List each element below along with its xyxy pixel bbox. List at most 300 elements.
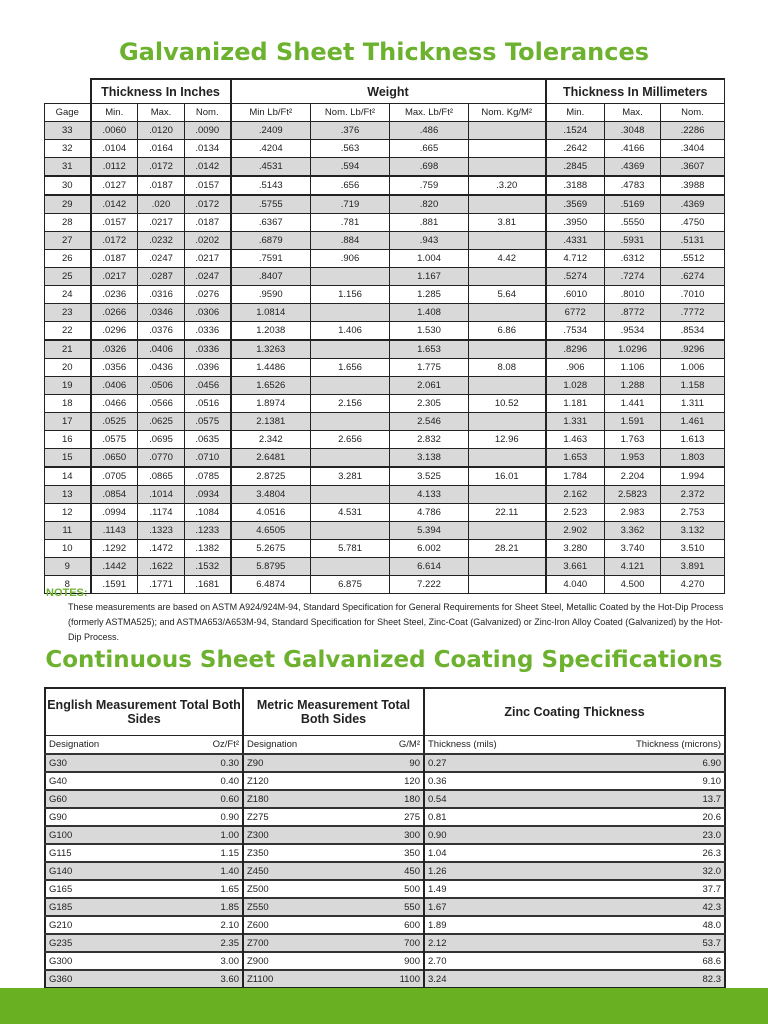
table-cell: .0090 bbox=[185, 122, 231, 140]
table-cell: .0247 bbox=[185, 268, 231, 286]
table-cell: 19 bbox=[45, 377, 91, 395]
table-cell: .943 bbox=[390, 232, 469, 250]
table-cell: .8534 bbox=[661, 322, 725, 341]
cell-right-value: 120 bbox=[404, 775, 420, 787]
table-cell bbox=[243, 808, 424, 826]
table-row bbox=[45, 826, 725, 844]
table-cell: .0134 bbox=[185, 140, 231, 158]
table-cell bbox=[243, 862, 424, 880]
table-cell: 1.406 bbox=[311, 322, 390, 341]
column-header: Max. Lb/Ft² bbox=[390, 104, 469, 122]
table-cell bbox=[311, 377, 390, 395]
table-row bbox=[45, 970, 725, 988]
cell-left-value: 0.36 bbox=[428, 775, 447, 787]
table-cell bbox=[45, 808, 243, 826]
table-cell: .0650 bbox=[91, 449, 138, 468]
table-cell: .3048 bbox=[605, 122, 661, 140]
table-cell: .6010 bbox=[546, 286, 605, 304]
table-cell bbox=[424, 844, 725, 862]
table-row bbox=[45, 449, 725, 468]
table-cell: .0934 bbox=[185, 486, 231, 504]
table-cell: 22.11 bbox=[469, 504, 546, 522]
table-cell: .0854 bbox=[91, 486, 138, 504]
table-cell: .0217 bbox=[185, 250, 231, 268]
table-cell: .8296 bbox=[546, 340, 605, 359]
cell-left-value: Z350 bbox=[247, 847, 269, 859]
table-cell: 1.028 bbox=[546, 377, 605, 395]
table-cell: .6879 bbox=[231, 232, 311, 250]
table-cell: .0142 bbox=[185, 158, 231, 177]
table-cell: .0336 bbox=[185, 322, 231, 341]
table-cell bbox=[45, 826, 243, 844]
cell-right-value: 550 bbox=[404, 901, 420, 913]
table-cell: 2.753 bbox=[661, 504, 725, 522]
table-row bbox=[45, 268, 725, 286]
cell-right-value: 0.60 bbox=[220, 793, 239, 805]
table-cell: 9 bbox=[45, 558, 91, 576]
table-row bbox=[45, 340, 725, 359]
table-cell: .1524 bbox=[546, 122, 605, 140]
cell-right-value: 32.0 bbox=[702, 865, 721, 877]
table-cell bbox=[311, 449, 390, 468]
table-cell: 8.08 bbox=[469, 359, 546, 377]
table-cell: 30 bbox=[45, 176, 91, 195]
table-cell bbox=[243, 880, 424, 898]
table-cell: 5.8795 bbox=[231, 558, 311, 576]
table-cell: .7274 bbox=[605, 268, 661, 286]
cell-right-value: 1.15 bbox=[220, 847, 239, 859]
table-cell: .594 bbox=[311, 158, 390, 177]
table-cell: 16.01 bbox=[469, 467, 546, 486]
table-cell bbox=[45, 772, 243, 790]
table-cell: .0406 bbox=[138, 340, 185, 359]
table-cell bbox=[469, 449, 546, 468]
table-cell: .0164 bbox=[138, 140, 185, 158]
table-cell bbox=[469, 340, 546, 359]
column-header: Nom. Lb/Ft² bbox=[311, 104, 390, 122]
table-cell: 6772 bbox=[546, 304, 605, 322]
table-cell: .2845 bbox=[546, 158, 605, 177]
cell-right-value: 1.65 bbox=[220, 883, 239, 895]
table-cell: .0187 bbox=[185, 214, 231, 232]
cell-right-value: 42.3 bbox=[702, 901, 721, 913]
table-cell bbox=[424, 826, 725, 844]
table-cell bbox=[311, 486, 390, 504]
table-cell: 1.463 bbox=[546, 431, 605, 449]
table-cell: 32 bbox=[45, 140, 91, 158]
table-cell: 23 bbox=[45, 304, 91, 322]
table-cell: 4.040 bbox=[546, 576, 605, 594]
table-cell bbox=[311, 558, 390, 576]
table-cell: 31 bbox=[45, 158, 91, 177]
table-cell: .5755 bbox=[231, 195, 311, 214]
notes-heading: NOTES: bbox=[46, 587, 88, 599]
table-cell: .0172 bbox=[91, 232, 138, 250]
table-cell: .0566 bbox=[138, 395, 185, 413]
cell-right-value: 53.7 bbox=[702, 937, 721, 949]
table-cell: .656 bbox=[311, 176, 390, 195]
cell-right-value: 0.30 bbox=[220, 757, 239, 769]
table-cell: 1.613 bbox=[661, 431, 725, 449]
table-cell: .0060 bbox=[91, 122, 138, 140]
notes-text: These measurements are based on ASTM A924/924M-94, Standard Specification for General Requirements for Sheet Steel, Metallic Coated by the Hot-Dip Process (formerly ASTMA525); and ASTMA653/A653M-94, Standard Specification for Sheet Steel, Zinc-Coat (Galvanized) or Zinc-Iron Alloy Coated (Galvanized) by the Hot-Dip Process. bbox=[68, 602, 724, 642]
table-row bbox=[45, 898, 725, 916]
table-cell: 6.4874 bbox=[231, 576, 311, 594]
table-cell bbox=[469, 140, 546, 158]
table-cell: .0112 bbox=[91, 158, 138, 177]
table-cell: 3.132 bbox=[661, 522, 725, 540]
table-cell: 5.2675 bbox=[231, 540, 311, 558]
cell-left-value: Z500 bbox=[247, 883, 269, 895]
table-cell: 12 bbox=[45, 504, 91, 522]
table-cell: .7772 bbox=[661, 304, 725, 322]
coating-specifications-table bbox=[44, 687, 726, 989]
table-cell: .0506 bbox=[138, 377, 185, 395]
cell-right-value: 9.10 bbox=[702, 775, 721, 787]
cell-left-value: 0.54 bbox=[428, 793, 447, 805]
table-cell: 21 bbox=[45, 340, 91, 359]
table-cell: .0396 bbox=[185, 359, 231, 377]
table-cell: 6.002 bbox=[390, 540, 469, 558]
table-cell: .6312 bbox=[605, 250, 661, 268]
table-cell: 3.4804 bbox=[231, 486, 311, 504]
table-cell: 2.983 bbox=[605, 504, 661, 522]
table-row bbox=[45, 176, 725, 195]
table-cell: .0157 bbox=[185, 176, 231, 195]
cell-left-value: 0.90 bbox=[428, 829, 447, 841]
cell-right-value: 700 bbox=[404, 937, 420, 949]
table-cell: 1.0296 bbox=[605, 340, 661, 359]
group-header-mm: Thickness In Millimeters bbox=[546, 79, 725, 104]
table-cell: .0376 bbox=[138, 322, 185, 341]
table-cell: .0456 bbox=[185, 377, 231, 395]
table-cell: .1174 bbox=[138, 504, 185, 522]
table-cell: .9534 bbox=[605, 322, 661, 341]
table-cell bbox=[243, 970, 424, 988]
table-cell: .1382 bbox=[185, 540, 231, 558]
table-cell: 1.461 bbox=[661, 413, 725, 431]
table-cell: .0525 bbox=[91, 413, 138, 431]
table-cell: .0276 bbox=[185, 286, 231, 304]
table-cell: 2.902 bbox=[546, 522, 605, 540]
table-cell: .4783 bbox=[605, 176, 661, 195]
table-cell: .0326 bbox=[91, 340, 138, 359]
cell-left-value: G140 bbox=[49, 865, 73, 877]
table-cell bbox=[469, 576, 546, 594]
cell-left-value: G30 bbox=[49, 757, 67, 769]
table-cell: 1.3263 bbox=[231, 340, 311, 359]
table-cell: .4166 bbox=[605, 140, 661, 158]
cell-left-value: 1.67 bbox=[428, 901, 447, 913]
table-cell: 1.653 bbox=[390, 340, 469, 359]
table-cell: .1292 bbox=[91, 540, 138, 558]
cell-left-value: 1.04 bbox=[428, 847, 447, 859]
table-cell: 2.5823 bbox=[605, 486, 661, 504]
cell-right-value: 180 bbox=[404, 793, 420, 805]
table-cell: .5143 bbox=[231, 176, 311, 195]
table-cell: .884 bbox=[311, 232, 390, 250]
table-cell: .698 bbox=[390, 158, 469, 177]
group-header-inches: Thickness In Inches bbox=[91, 79, 231, 104]
table-cell: .0232 bbox=[138, 232, 185, 250]
group-header-metric: Metric Measurement Total Both Sides bbox=[243, 688, 424, 736]
table-cell: 6.86 bbox=[469, 322, 546, 341]
cell-right-value: 450 bbox=[404, 865, 420, 877]
table-cell: 4.42 bbox=[469, 250, 546, 268]
table-cell: 13 bbox=[45, 486, 91, 504]
table-cell: .020 bbox=[138, 195, 185, 214]
table-cell: 26 bbox=[45, 250, 91, 268]
table-cell: .881 bbox=[390, 214, 469, 232]
cell-left-value: Z600 bbox=[247, 919, 269, 931]
table-cell: 2.8725 bbox=[231, 467, 311, 486]
table-cell bbox=[424, 754, 725, 772]
cell-right-value: 48.0 bbox=[702, 919, 721, 931]
table-cell: 14 bbox=[45, 467, 91, 486]
cell-right-value: 3.60 bbox=[220, 973, 239, 985]
table-cell: .0266 bbox=[91, 304, 138, 322]
table-cell: .0316 bbox=[138, 286, 185, 304]
table-cell: .1681 bbox=[185, 576, 231, 594]
cell-right-value: 6.90 bbox=[702, 757, 721, 769]
cell-right-value: 0.90 bbox=[220, 811, 239, 823]
table-cell: .0705 bbox=[91, 467, 138, 486]
table-cell: 1.004 bbox=[390, 250, 469, 268]
table-row bbox=[45, 467, 725, 486]
table-cell: .0247 bbox=[138, 250, 185, 268]
table-cell bbox=[424, 808, 725, 826]
table-cell: 24 bbox=[45, 286, 91, 304]
table-cell bbox=[45, 898, 243, 916]
table-cell: .1532 bbox=[185, 558, 231, 576]
table-cell: 1.591 bbox=[605, 413, 661, 431]
table-cell: .0625 bbox=[138, 413, 185, 431]
cell-left-value: Z300 bbox=[247, 829, 269, 841]
thickness-tolerances-title: Galvanized Sheet Thickness Tolerances bbox=[118, 38, 650, 66]
table-cell: 1.285 bbox=[390, 286, 469, 304]
table-cell: 4.786 bbox=[390, 504, 469, 522]
cell-right-value: 90 bbox=[409, 757, 420, 769]
table-cell: .3607 bbox=[661, 158, 725, 177]
table-cell bbox=[469, 232, 546, 250]
table-cell: .906 bbox=[311, 250, 390, 268]
table-cell: 2.832 bbox=[390, 431, 469, 449]
table-cell: 1.763 bbox=[605, 431, 661, 449]
table-row bbox=[45, 934, 725, 952]
cell-right-value: 0.40 bbox=[220, 775, 239, 787]
table-cell bbox=[469, 268, 546, 286]
table-cell: .4369 bbox=[661, 195, 725, 214]
table-cell: .5274 bbox=[546, 268, 605, 286]
table-cell bbox=[45, 844, 243, 862]
table-cell: 15 bbox=[45, 449, 91, 468]
table-cell bbox=[243, 844, 424, 862]
table-cell: 1.953 bbox=[605, 449, 661, 468]
cell-right-value: 20.6 bbox=[702, 811, 721, 823]
table-cell: .0356 bbox=[91, 359, 138, 377]
table-cell: 22 bbox=[45, 322, 91, 341]
table-cell bbox=[424, 934, 725, 952]
table-cell: .0865 bbox=[138, 467, 185, 486]
table-cell bbox=[45, 754, 243, 772]
table-cell bbox=[424, 880, 725, 898]
cell-right-value: 2.10 bbox=[220, 919, 239, 931]
table-cell: .7534 bbox=[546, 322, 605, 341]
column-header: Gage bbox=[45, 104, 91, 122]
table-cell: .0770 bbox=[138, 449, 185, 468]
table-cell: 1.653 bbox=[546, 449, 605, 468]
table-cell bbox=[424, 898, 725, 916]
table-row bbox=[45, 286, 725, 304]
table-cell: .906 bbox=[546, 359, 605, 377]
table-cell: .0217 bbox=[138, 214, 185, 232]
table-row bbox=[45, 214, 725, 232]
cell-left-value: Z90 bbox=[247, 757, 264, 769]
table-cell: 4.270 bbox=[661, 576, 725, 594]
subheader-mils: Thickness (mils) bbox=[428, 739, 497, 750]
cell-left-value: G185 bbox=[49, 901, 73, 913]
table-row bbox=[45, 916, 725, 934]
table-row bbox=[45, 952, 725, 970]
table-cell: .0436 bbox=[138, 359, 185, 377]
table-cell: .563 bbox=[311, 140, 390, 158]
table-row bbox=[45, 413, 725, 431]
table-cell bbox=[311, 522, 390, 540]
cell-right-value: 900 bbox=[404, 955, 420, 967]
table-cell: .5931 bbox=[605, 232, 661, 250]
cell-left-value: 1.26 bbox=[428, 865, 447, 877]
table-cell bbox=[243, 772, 424, 790]
table-cell: .759 bbox=[390, 176, 469, 195]
table-cell: 1.656 bbox=[311, 359, 390, 377]
table-cell: .7591 bbox=[231, 250, 311, 268]
table-cell bbox=[469, 158, 546, 177]
column-header: Nom. bbox=[661, 104, 725, 122]
table-cell: .0187 bbox=[138, 176, 185, 195]
table-cell: .4204 bbox=[231, 140, 311, 158]
table-cell: 1.006 bbox=[661, 359, 725, 377]
table-cell: 2.305 bbox=[390, 395, 469, 413]
table-cell: .0187 bbox=[91, 250, 138, 268]
table-cell: .0516 bbox=[185, 395, 231, 413]
table-cell: 1.288 bbox=[605, 377, 661, 395]
cell-left-value: 1.89 bbox=[428, 919, 447, 931]
table-cell: .4369 bbox=[605, 158, 661, 177]
table-cell: 33 bbox=[45, 122, 91, 140]
table-cell: 1.331 bbox=[546, 413, 605, 431]
table-row bbox=[45, 431, 725, 449]
table-cell: 2.546 bbox=[390, 413, 469, 431]
table-cell: 1.784 bbox=[546, 467, 605, 486]
table-cell: .3569 bbox=[546, 195, 605, 214]
table-cell: .1143 bbox=[91, 522, 138, 540]
table-row bbox=[45, 844, 725, 862]
table-cell: 28.21 bbox=[469, 540, 546, 558]
cell-left-value: G165 bbox=[49, 883, 73, 895]
table-cell: 10 bbox=[45, 540, 91, 558]
cell-right-value: 26.3 bbox=[702, 847, 721, 859]
table-cell: 4.0516 bbox=[231, 504, 311, 522]
cell-right-value: 3.00 bbox=[220, 955, 239, 967]
cell-left-value: 0.27 bbox=[428, 757, 447, 769]
table-cell: 12.96 bbox=[469, 431, 546, 449]
cell-right-value: 82.3 bbox=[702, 973, 721, 985]
table-cell: 1.156 bbox=[311, 286, 390, 304]
cell-left-value: Z120 bbox=[247, 775, 269, 787]
table-cell: 7.222 bbox=[390, 576, 469, 594]
cell-right-value: 37.7 bbox=[702, 883, 721, 895]
table-cell: .0695 bbox=[138, 431, 185, 449]
table-cell: .3.20 bbox=[469, 176, 546, 195]
table-cell: .8010 bbox=[605, 286, 661, 304]
table-row bbox=[45, 250, 725, 268]
table-cell: 1.8974 bbox=[231, 395, 311, 413]
table-cell bbox=[45, 862, 243, 880]
table-cell bbox=[243, 916, 424, 934]
cell-right-value: 68.6 bbox=[702, 955, 721, 967]
table-cell bbox=[243, 826, 424, 844]
table-cell bbox=[469, 522, 546, 540]
table-cell bbox=[424, 970, 725, 988]
table-cell: .8407 bbox=[231, 268, 311, 286]
table-cell: .0296 bbox=[91, 322, 138, 341]
table-cell: 1.4486 bbox=[231, 359, 311, 377]
table-cell: .820 bbox=[390, 195, 469, 214]
table-cell: 2.6481 bbox=[231, 449, 311, 468]
table-cell: .0236 bbox=[91, 286, 138, 304]
table-cell: .0575 bbox=[91, 431, 138, 449]
table-cell bbox=[469, 558, 546, 576]
table-cell: .0336 bbox=[185, 340, 231, 359]
table-cell: 2.162 bbox=[546, 486, 605, 504]
table-cell bbox=[45, 916, 243, 934]
column-header: Max. bbox=[138, 104, 185, 122]
table-cell: 3.362 bbox=[605, 522, 661, 540]
table-cell bbox=[469, 195, 546, 214]
table-cell: .0142 bbox=[91, 195, 138, 214]
table-row bbox=[45, 558, 725, 576]
group-header-zinc: Zinc Coating Thickness bbox=[424, 688, 725, 736]
table-cell: 28 bbox=[45, 214, 91, 232]
table-cell: .0994 bbox=[91, 504, 138, 522]
cell-left-value: Z275 bbox=[247, 811, 269, 823]
table-cell: .2642 bbox=[546, 140, 605, 158]
table-cell: 3.525 bbox=[390, 467, 469, 486]
table-cell: .2409 bbox=[231, 122, 311, 140]
table-cell: 2.372 bbox=[661, 486, 725, 504]
table-cell: .0306 bbox=[185, 304, 231, 322]
table-cell: 4.712 bbox=[546, 250, 605, 268]
table-cell: .0346 bbox=[138, 304, 185, 322]
table-cell: 2.1381 bbox=[231, 413, 311, 431]
coating-specifications-title: Continuous Sheet Galvanized Coating Specifications bbox=[45, 647, 723, 673]
table-row bbox=[45, 772, 725, 790]
cell-right-value: 300 bbox=[404, 829, 420, 841]
table-cell: 6.614 bbox=[390, 558, 469, 576]
table-cell: 1.181 bbox=[546, 395, 605, 413]
table-cell: .0217 bbox=[91, 268, 138, 286]
table-row bbox=[45, 486, 725, 504]
column-header: Max. bbox=[605, 104, 661, 122]
column-header: Nom. Kg/M² bbox=[469, 104, 546, 122]
table-cell: 3.280 bbox=[546, 540, 605, 558]
table-cell: 3.81 bbox=[469, 214, 546, 232]
table-cell bbox=[311, 304, 390, 322]
table-cell: 18 bbox=[45, 395, 91, 413]
cell-left-value: G40 bbox=[49, 775, 67, 787]
table-cell bbox=[243, 934, 424, 952]
table-row bbox=[45, 395, 725, 413]
